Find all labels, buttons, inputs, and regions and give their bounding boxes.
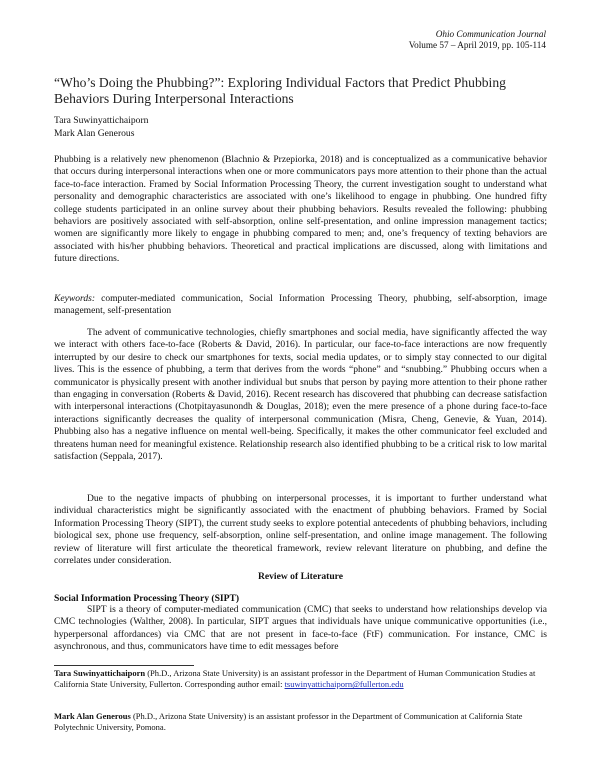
keywords-label: Keywords: <box>54 293 96 304</box>
intro-paragraph-1: The advent of communicative technologies, chiefly smartphones and social media, have significantly affected the way we interact with others face-to-face (Roberts & David, 2016). In particular, our face-to-face interactions are now frequently interrupted by our desire to check our smartphones for texts, social media updates, or to simply stay connected to our digital lives. This is the essence of phubbing, a term that derives from the words “phone” and “snubbing.” Phubbing occurs when a communicator is physically present with another individual but snubs that person by paying more attention to their phone rather than engaging in conversation (Roberts & David, 2016). Recent research has discovered that phubbing can decrease satisfaction with interpersonal interactions (Chotpitayasunondh & Douglas, 2018); even the mere presence of a phone during face-to-face interactions significantly decreases the quality of interpersonal communication (Misra, Cheng, Genevie, & Yuan, 2014). Phubbing also has a negative influence on mental well-being. Specifically, it makes the other communicator feel excluded and threatens human need for meaningful existence. Relationship research also identified phubbing to be a critical risk to low marital satisfaction (Seppala, 2017). <box>54 327 547 463</box>
footnote-author-2-text: (Ph.D., Arizona State University) is an assistant professor in the Department of Communication at California State Polytechnic University, Pomona. <box>54 711 523 733</box>
intro-paragraph-2: Due to the negative impacts of phubbing on interpersonal processes, it is important to further understand what individual characteristics might be significantly associated with the enactment of phubbing behaviors. Framed by Social Information Processing Theory (SIPT), the current study seeks to explore potential antecedents of phubbing behaviors, including biological sex, phone use frequency, self-absorption, online self-presentation, and online image management. The following review of literature will first articulate the theoretical framework, review relevant literature on phubbing, and define the correlates under consideration. <box>54 493 547 567</box>
sipt-paragraph: SIPT is a theory of computer-mediated communication (CMC) that seeks to understand how relationships develop via CMC technologies (Walther, 2008). In particular, SIPT argues that individuals have unique communicative opportunities (i.e., hyperpersonal affordances) via CMC that are not present in face-to-face (FtF) communication. For instance, CMC is asynchronous, and thus, communicators have time to edit messages before <box>54 604 547 653</box>
footnote-divider <box>54 665 194 666</box>
footnote-author-2 <box>54 711 547 733</box>
author-email-link[interactable]: tsuwinyattichaiporn@fullerton.edu <box>284 679 404 690</box>
footnote-author-2-name: Mark Alan Generous <box>54 711 131 721</box>
journal-volume: Volume 57 – April 2019, pp. 105-114 <box>408 39 546 50</box>
journal-header <box>409 29 546 50</box>
footnote-author-1-text: (Ph.D., Arizona State University) is an assistant professor in the Department of Human Communication Studies at California State University, Fullerton. Corresponding author email: <box>54 668 536 690</box>
keywords <box>54 293 547 318</box>
abstract: Phubbing is a relatively new phenomenon (Blachnio & Przepiorka, 2018) and is conceptualized as a communicative behavior that occurs during interpersonal interactions when one or more communicators pays more attention to their phone than the actual face-to-face interaction. Framed by Social Information Processing Theory, the current investigation sought to understand what personality and demographic characteristics are associated with one’s likelihood to engage in phubbing. One hundred fifty college students participated in an online survey about their phubbing behaviors. Results revealed the following: phubbing behaviors are positively associated with self-absorption, online self-presentation, and online impression management tactics; women are significantly more likely to engage in phubbing compared to men; and, one’s frequency of texting behaviors are associated with his/her phubbing behaviors. Theoretical and practical implications are discussed, along with limitations and future directions. <box>54 154 547 265</box>
footnote-author-1 <box>54 668 547 690</box>
author-1: Tara Suwinyattichaiporn <box>54 115 149 126</box>
section-heading: Review of Literature <box>257 571 344 582</box>
subsection-heading: Social Information Processing Theory (SIPT) <box>54 593 240 604</box>
author-list <box>54 115 148 140</box>
keywords-text: computer-mediated communication, Social Information Processing Theory, phubbing, self-absorption, image management, self-presentation <box>54 293 548 317</box>
journal-name: Ohio Communication Journal <box>435 29 546 39</box>
footnote-author-1-name: Tara Suwinyattichaiporn <box>54 668 146 678</box>
article-title: “Who’s Doing the Phubbing?”: Exploring Individual Factors that Predict Phubbing Behaviors During Interpersonal Interactions <box>54 75 506 107</box>
author-2: Mark Alan Generous <box>54 127 135 139</box>
